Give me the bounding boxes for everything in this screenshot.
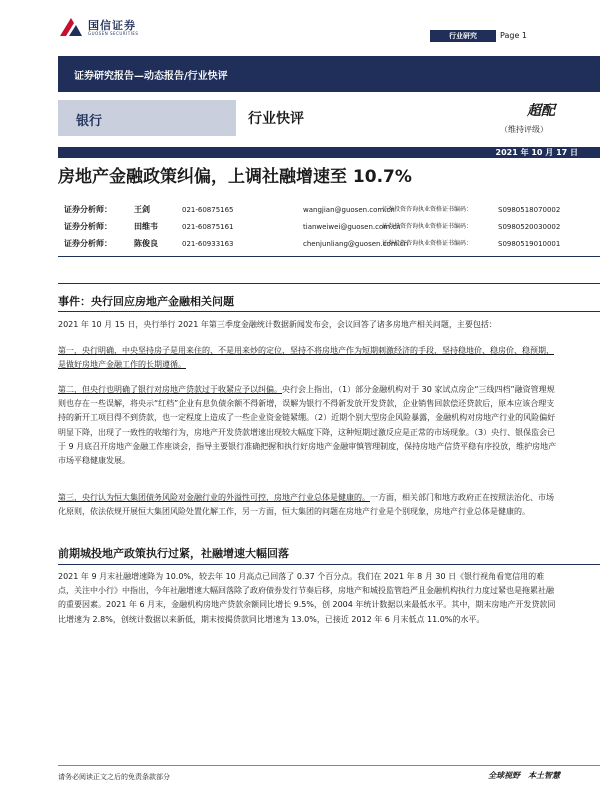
analyst-cert: S0980518070002 [498,206,561,214]
company-logo [58,14,158,40]
logo-english-text: GUOSEN SECURITIES [88,31,139,36]
section-title-event: 事件：央行回应房地产金融相关问题 [58,295,234,308]
analyst-email: tianweiwei@guosen.com.cn [303,223,401,231]
point-three-body: 一方面，相关部门和地方政府正在按照法治化、市场化原则，依法依规开展恒大集团风险处置化解工作，另一方面，恒大集团的问题在房地产行业是个别现象，房地产行业总体是健康的。 [58,493,554,517]
analyst-cert-label: 证券投资咨询执业资格证书编码： [382,223,473,230]
rating: 超配 [527,103,555,119]
divider [58,256,600,257]
sector-box [58,100,236,136]
report-headline: 房地产金融政策纠偏，上调社融增速至 10.7% [58,167,412,187]
analyst-email: wangjian@guosen.com.cn [303,206,395,214]
divider [58,283,600,284]
banner-title: 证券研究报告—动态报告/行业快评 [74,71,228,82]
analyst-label: 证券分析师： [64,239,112,248]
analyst-cert-label: 证券投资咨询执业资格证书编码： [382,206,473,213]
guosen-logo-icon [58,16,84,38]
point-two-body: 央行会上指出，（1）部分金融机构对于 30 家试点房企“三线四档”融资管理规则也存在一些误解，将央示“红档”企业有息负债余额不得新增，误解为银行不得新发放开发贷款，企业销售回款偿还贷款后，原本应该合理支持的新开工项目得不到贷款，也一定程度上造成了一些企业资金链紧绷。（2）近期个别大型房企风险暴露，金融机构对房地产行业的风险偏好明显下降，出现了一致性的收缩行为，房地产开发贷款增速出现较大幅度下降，这种短期过激反应是正常的市场现象。（3）央行、银保监会已于 9 月底召开房地产金融工作座谈会，指导主要银行准确把握和执行好房地产金融审慎管理制度，保持房地产信贷平稳有序投放，维护房地产市场平稳健康发展。 [58,385,557,466]
point-one-text: 第一，央行明确，中央坚持房子是用来住的、不是用来炒的定位，坚持不将房地产作为短期刺激经济的手段，坚持稳地价、稳房价、稳预期，是做好房地产金融工作的长期遵循。 [58,346,554,370]
sector-name: 银行 [76,114,103,129]
analyst-name: 王剑 [134,205,150,214]
report-category-label: 行业研究 [430,30,496,42]
analyst-row [58,220,578,236]
event-intro-paragraph: 2021 年 10 月 15 日，央行举行 2021 年第三季度金融统计数据新闻发布会，会议回答了诸多房地产相关问题，主要包括： [58,320,497,329]
section-divider [58,311,600,312]
point-two-paragraph [58,383,558,468]
analyst-phone: 021-60875165 [182,206,234,214]
section-divider [58,564,600,565]
analyst-cert: S0980519010001 [498,240,561,248]
analyst-name: 陈俊良 [134,239,158,248]
analyst-name: 田维韦 [134,222,158,231]
analyst-cert-label: 证券投资咨询执业资格证书编码： [382,240,473,247]
analyst-phone: 021-60875161 [182,223,234,231]
analyst-row [58,237,578,253]
point-two-lead: 第二，但央行也明确了银行对房地产贷款过于收紧应予以纠偏。 [58,385,282,394]
report-date: 2021 年 10 月 17 日 [495,148,578,157]
analyst-label: 证券分析师： [64,222,112,231]
point-three-paragraph [58,491,558,519]
analyst-phone: 021-60933163 [182,240,234,248]
footer-slogan: 全球视野 本土智慧 [488,771,560,780]
social-financing-paragraph: 2021 年 9 月末社融增速降为 10.0%，较去年 10 月高点已回落了 0.37 个百分点。我们在 2021 年 8 月 30 日《银行视角看宽信用的难点，关注中小行》中指出，今年社融增速大幅回落除了政府债券发行节奏后移，房地产和城投监管趋严且金融机构执行力度过紧也是拖累社融的重要因素。2021 年 6 月末，金融机构房地产贷款余额同比增长 9.5%，创 2004 年统计数据以来最低水平。其中，期末房地产开发贷款同比增速为 2.8%，创统计数据以来新低，期末按揭贷款同比增速为 13.0%，已接近 2012 年 6 月末低点 11.0%的水平。 [58,572,556,624]
date-bar [58,147,600,158]
footer-disclaimer: 请务必阅读正文之后的免责条款部分 [58,773,170,781]
logo-text: 国信证券 [88,19,136,32]
footer-divider [58,765,600,766]
analyst-label: 证券分析师： [64,205,112,214]
point-three-lead: 第三，央行认为恒大集团债务风险对金融行业的外溢性可控，房地产行业总体是健康的。 [58,493,370,502]
report-type: 行业快评 [248,111,304,127]
analyst-cert: S0980520030002 [498,223,561,231]
analyst-row [58,203,578,219]
page-number: Page 1 [500,31,527,40]
point-one-paragraph [58,344,558,372]
rating-note: （维持评级） [500,125,548,134]
report-banner [58,56,600,92]
section-title-social-financing: 前期城投地产政策执行过紧，社融增速大幅回落 [58,547,289,560]
analyst-email: chenjunliang@guosen.com.cn [303,240,409,248]
